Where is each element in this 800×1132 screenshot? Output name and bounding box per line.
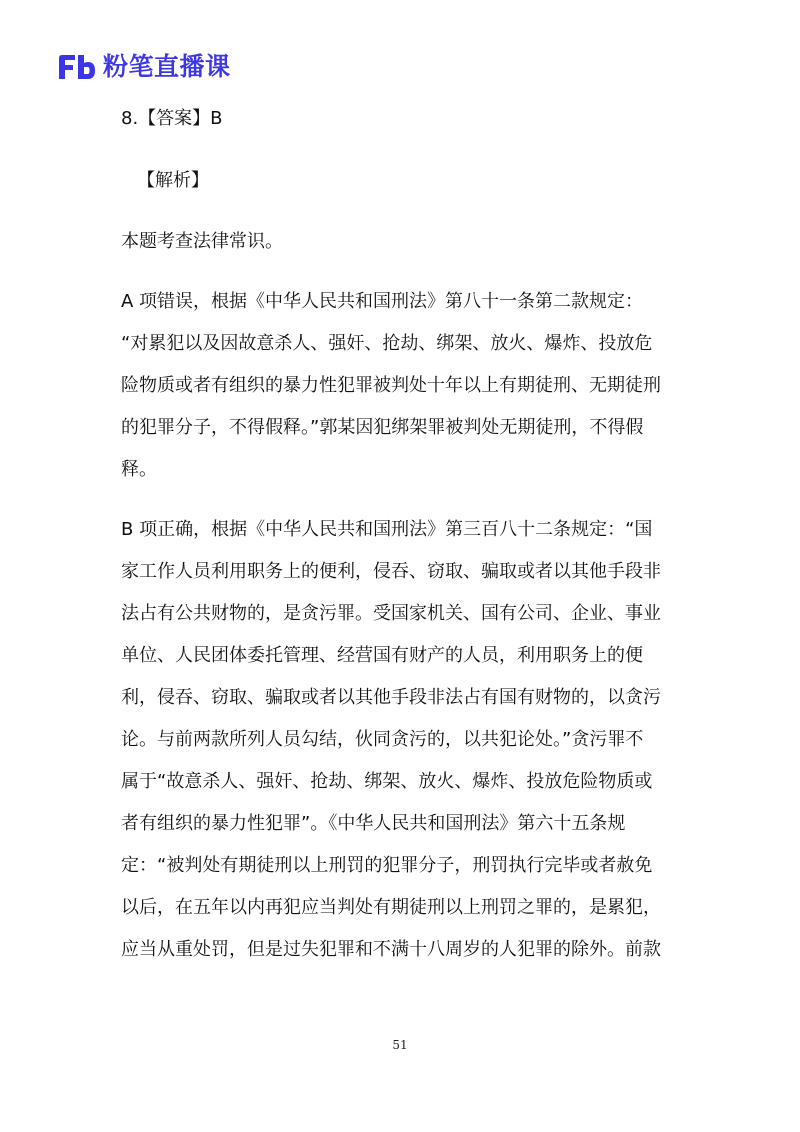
text-line: “对累犯以及因故意杀人、强奸、抢劫、绑架、放火、爆炸、投放危 — [121, 333, 653, 354]
text-line: 法占有公共财物的，是贪污罪。受国家机关、国有公司、企业、事业 — [121, 603, 661, 624]
text-line: 应当从重处罚，但是过失犯罪和不满十八周岁的人犯罪的除外。前款 — [121, 939, 661, 960]
text-line: B 项正确，根据《中华人民共和国刑法》第三百八十二条规定：“国 — [121, 519, 653, 540]
text-line: 论。与前两款所列人员勾结，伙同贪污的，以共犯论处。”贪污罪不 — [121, 729, 644, 750]
analysis-heading: 【解析】 — [137, 170, 209, 191]
text-line: 单位、人民团体委托管理、经营国有财产的人员，利用职务上的便 — [121, 645, 643, 666]
brand-name: 粉笔直播课 — [103, 52, 231, 81]
text-line: 家工作人员利用职务上的便利，侵吞、窃取、骗取或者以其他手段非 — [121, 561, 661, 582]
intro-line: 本题考查法律常识。 — [121, 231, 283, 252]
text-line: 以后，在五年以内再犯应当判处有期徒刑以上刑罚之罪的，是累犯， — [121, 897, 661, 918]
text-line: 险物质或者有组织的暴力性犯罪被判处十年以上有期徒刑、无期徒刑 — [121, 375, 661, 396]
text-line: 者有组织的暴力性犯罪”。《中华人民共和国刑法》第六十五条规 — [121, 813, 626, 834]
fb-logo-icon — [57, 52, 97, 82]
text-line: 的犯罪分子，不得假释。”郭某因犯绑架罪被判处无期徒刑，不得假 — [121, 417, 644, 438]
text-line: 属于“故意杀人、强奸、抢劫、绑架、放火、爆炸、投放危险物质或 — [121, 771, 653, 792]
text-line: 释。 — [121, 459, 157, 480]
brand-logo — [57, 50, 231, 84]
text-line: A 项错误，根据《中华人民共和国刑法》第八十一条第二款规定： — [121, 291, 644, 312]
text-line: 利，侵吞、窃取、骗取或者以其他手段非法占有国有财物的，以贪污 — [121, 687, 661, 708]
text-line: 定：“被判处有期徒刑以上刑罚的犯罪分子，刑罚执行完毕或者赦免 — [121, 855, 653, 876]
page-number: 51 — [392, 1038, 408, 1052]
answer-line: 8.【答案】B — [121, 108, 223, 129]
